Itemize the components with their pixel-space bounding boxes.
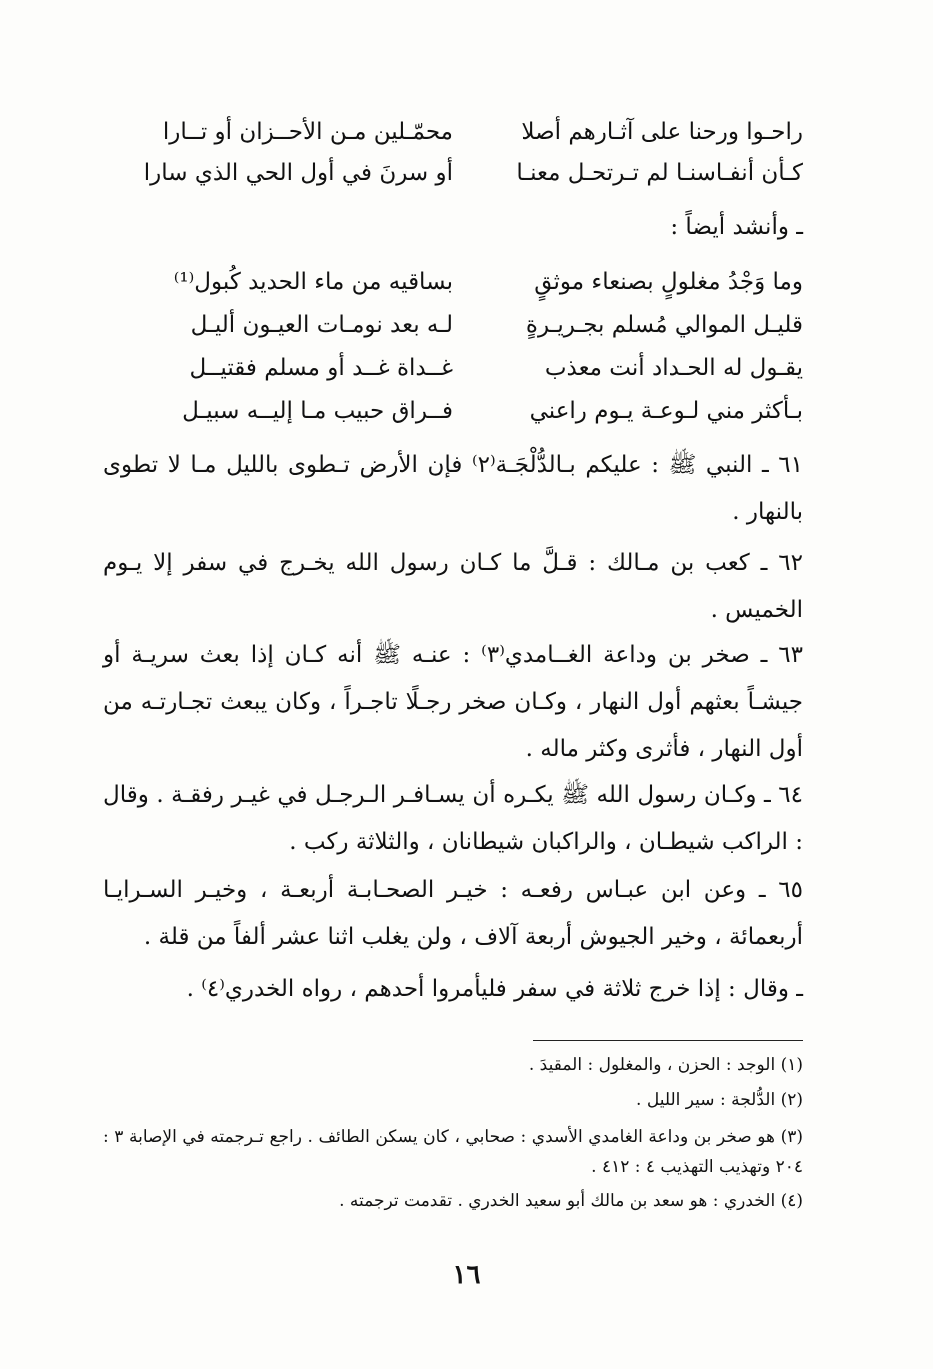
verse-hemistich-second: بساقيه من ماء الحديد كُبول⁽¹⁾ bbox=[173, 269, 453, 295]
verse-line bbox=[123, 305, 803, 345]
verse-hemistich-second: لـه بعد نومـات العيـون أليـل bbox=[190, 312, 453, 338]
page-number: ١٦ bbox=[452, 1260, 481, 1290]
verse-line bbox=[123, 262, 803, 302]
footnote: (٣) هو صخر بن وداعة الغامدي الأسدي : صحابي ، كان يسكن الطائف . راجع تـرجمته في الإصابة ٣ : ٢٠٤ وتهذيب التهذيب ٤ : ٤١٢ . bbox=[103, 1127, 803, 1177]
verse-line bbox=[123, 112, 803, 152]
verse-hemistich-first: راحـوا ورحنا على آثـارهم أصلا bbox=[521, 119, 803, 145]
verse-hemistich-first: قليـل الموالي مُسلم بجـريـرةٍ bbox=[525, 312, 803, 338]
hadith-paragraph: ـ وقال : إذا خرج ثلاثة في سفر فليأمروا أحدهم ، رواه الخدري⁽٤⁾ . bbox=[186, 976, 803, 1002]
footnote: (٢) الدُّلجة : سير الليل . bbox=[636, 1090, 803, 1110]
hadith-paragraph: ٦٤ ـ وكـان رسول الله ﷺ يكـره أن يسـافـر الـرجـل في غيـر رفقـة . وقال : الراكب شيطـان ، والراكبان شيطانان ، والثلاثة ركب . bbox=[103, 782, 803, 855]
verse-hemistich-second: محمّـلين مـن الأحــزان أو تــارا bbox=[162, 119, 453, 145]
footnote: (٤) الخدري : هو سعد بن مالك أبو سعيد الخدري . تقدمت ترجمته . bbox=[339, 1191, 803, 1211]
hadith-paragraph: ٦٢ ـ كعب بن مـالك : قـلَّ ما كـان رسول الله يخـرج في سفر إلا يـوم الخميس . bbox=[103, 550, 803, 623]
verse-hemistich-first: يقـول له الحـداد أنت معذب bbox=[544, 355, 803, 381]
verse-hemistich-second: فــراق حبيب مـا إليــه سبيـل bbox=[182, 398, 453, 424]
verse-line bbox=[123, 391, 803, 431]
verse-hemistich-first: كـأن أنفـاسنـا لم تـرتحـل معنـا bbox=[516, 160, 803, 186]
verse-hemistich-first: وما وَجْدُ مغلولٍ بصنعاء موثقٍ bbox=[534, 269, 803, 295]
verse-hemistich-second: غــداة غــد أو مسلم فقتيــل bbox=[189, 355, 453, 381]
verse-hemistich-second: أو سرنَ في أول الحي الذي سارا bbox=[143, 160, 453, 186]
poem-intro: ـ وأنشد أيضاً : bbox=[670, 214, 803, 240]
hadith-paragraph: ٦١ ـ النبي ﷺ : عليكم بـالدُّلْجَـة⁽٢⁾ فإن الأرض تـطوى بالليل مـا لا تطوى بالنهار . bbox=[103, 452, 803, 525]
hadith-paragraph: ٦٣ ـ صخر بن وداعة الغــامدي⁽٣⁾ : عنـه ﷺ أنه كـان إذا بعث سريـة أو جيشـاً بعثهم أول النهار ، وكـان صخر رجـلًا تاجـراً ، وكان يبعث تجـارتـه من أول النهار ، فأثرى وكثر ماله . bbox=[103, 642, 803, 762]
verse-hemistich-first: بـأكثر مني لـوعـة يـوم راعني bbox=[529, 398, 803, 424]
verse-line bbox=[123, 348, 803, 388]
footnote: (١) الوجد : الحزن ، والمغلول : المقيدَ . bbox=[528, 1055, 803, 1075]
hadith-paragraph: ٦٥ ـ وعن ابن عبـاس رفعـه : خيـر الصحـابـة أربعـة ، وخيـر السـرايـا أربعمائة ، وخير الجيوش أربعة آلاف ، ولن يغلب اثنا عشر ألفاً من قلة . bbox=[103, 877, 803, 950]
footnote-separator bbox=[533, 1040, 803, 1041]
verse-line bbox=[123, 153, 803, 193]
